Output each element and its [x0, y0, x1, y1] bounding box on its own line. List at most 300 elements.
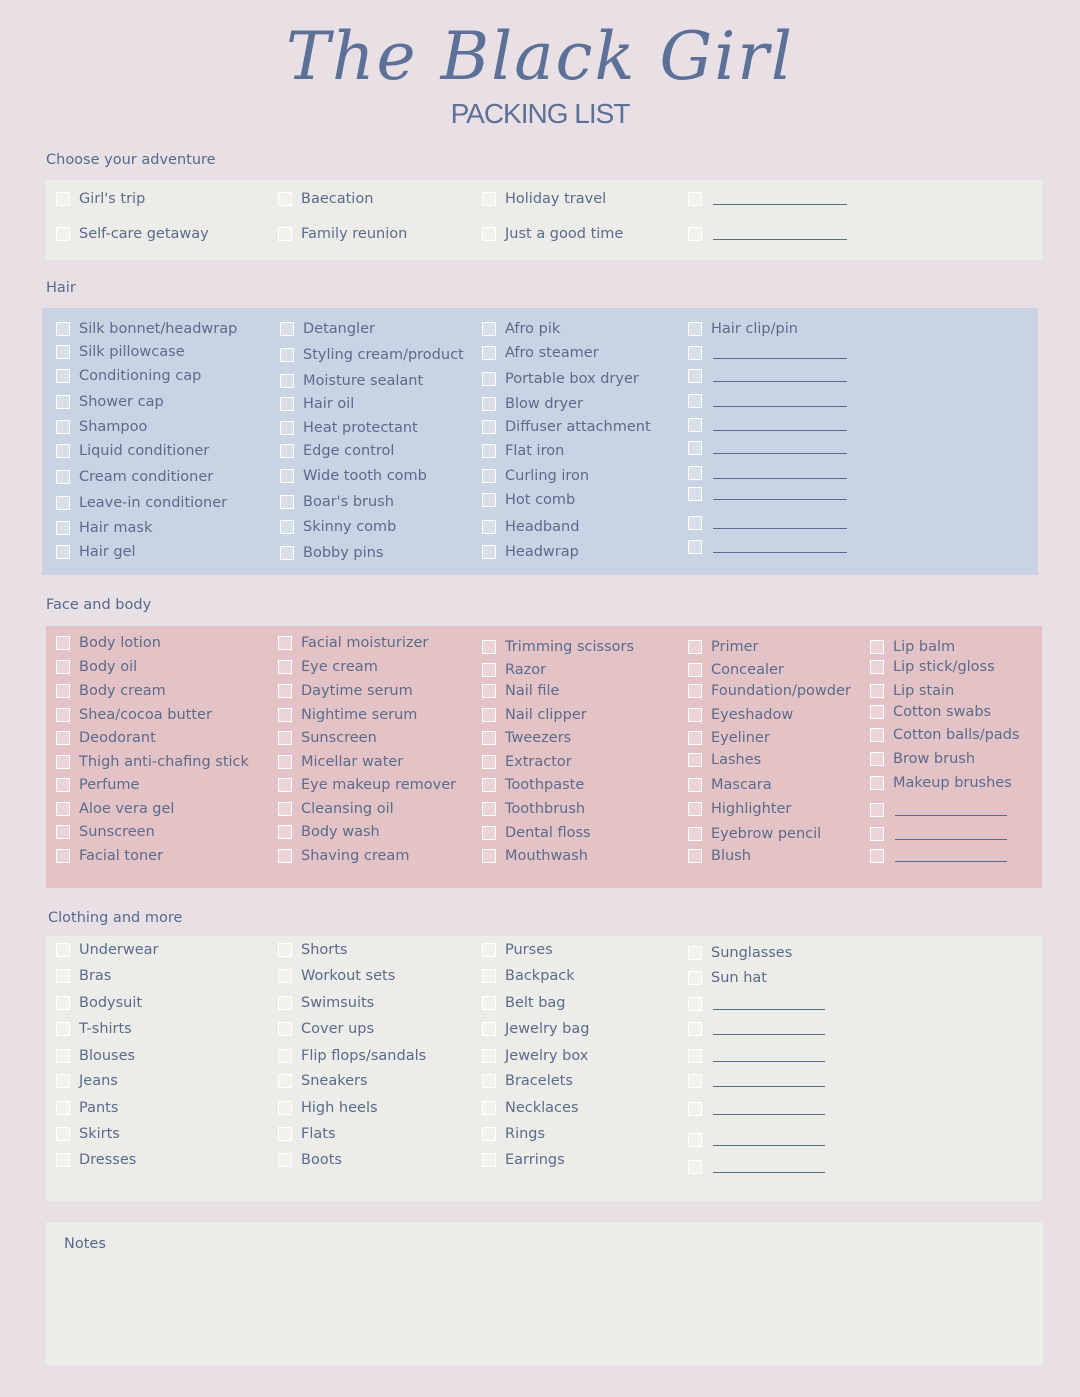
checkbox[interactable]: [56, 444, 70, 458]
checkbox[interactable]: [482, 969, 496, 983]
checkbox[interactable]: [688, 849, 702, 863]
checkbox[interactable]: [278, 708, 292, 722]
hair-item[interactable]: [56, 321, 237, 337]
checkbox[interactable]: [482, 1049, 496, 1063]
hair-item[interactable]: [56, 419, 147, 435]
checkbox[interactable]: [482, 1101, 496, 1115]
checkbox[interactable]: [688, 418, 702, 432]
checkbox[interactable]: [56, 545, 70, 559]
checkbox[interactable]: [482, 996, 496, 1010]
write-in-line[interactable]: [713, 1034, 825, 1035]
checkbox[interactable]: [278, 996, 292, 1010]
checkbox[interactable]: [278, 969, 292, 983]
hair-blank[interactable]: [688, 466, 847, 480]
checkbox[interactable]: [482, 444, 496, 458]
write-in-line[interactable]: [713, 528, 847, 529]
clothing-item[interactable]: [278, 1021, 374, 1037]
checkbox[interactable]: [482, 708, 496, 722]
checkbox[interactable]: [482, 778, 496, 792]
write-in-line[interactable]: [713, 406, 847, 407]
checkbox[interactable]: [688, 394, 702, 408]
clothing-blank[interactable]: [688, 1022, 825, 1036]
face-item[interactable]: [870, 751, 975, 767]
write-in-line[interactable]: [713, 430, 847, 431]
hair-item[interactable]: [482, 371, 639, 387]
hair-item[interactable]: [280, 420, 418, 436]
face-blank[interactable]: [870, 849, 1007, 863]
checkbox[interactable]: [688, 466, 702, 480]
checkbox[interactable]: [56, 1101, 70, 1115]
checkbox[interactable]: [280, 374, 294, 388]
clothing-item[interactable]: [56, 1073, 118, 1089]
hair-item[interactable]: [482, 492, 575, 508]
checkbox[interactable]: [482, 192, 496, 206]
item-label: Shaving cream: [301, 848, 410, 864]
hair-item[interactable]: [482, 419, 651, 435]
checkbox[interactable]: [278, 684, 292, 698]
face-item[interactable]: [870, 775, 1012, 791]
clothing-item[interactable]: [482, 995, 566, 1011]
checkbox[interactable]: [56, 802, 70, 816]
checkbox[interactable]: [278, 1022, 292, 1036]
checkbox[interactable]: [56, 521, 70, 535]
checkbox[interactable]: [56, 1049, 70, 1063]
adventure-item[interactable]: [278, 226, 407, 242]
clothing-item[interactable]: [482, 1048, 588, 1064]
checkbox[interactable]: [56, 1127, 70, 1141]
checkbox[interactable]: [482, 943, 496, 957]
checkbox[interactable]: [56, 345, 70, 359]
item-label: Shea/cocoa butter: [79, 707, 212, 723]
checkbox[interactable]: [280, 546, 294, 560]
item-label: Conditioning cap: [79, 368, 202, 384]
face-blank[interactable]: [870, 803, 1007, 817]
checkbox[interactable]: [482, 1127, 496, 1141]
face-blank[interactable]: [870, 827, 1007, 841]
clothing-item[interactable]: [56, 1126, 120, 1142]
checkbox[interactable]: [688, 753, 702, 767]
checkbox[interactable]: [56, 849, 70, 863]
checkbox[interactable]: [482, 802, 496, 816]
checkbox[interactable]: [56, 395, 70, 409]
checkbox[interactable]: [870, 660, 884, 674]
item-label: Highlighter: [711, 801, 792, 817]
checkbox[interactable]: [482, 1153, 496, 1167]
checkbox[interactable]: [870, 684, 884, 698]
face-item[interactable]: [870, 727, 1019, 743]
checkbox[interactable]: [482, 731, 496, 745]
face-item[interactable]: [278, 707, 417, 723]
checkbox[interactable]: [688, 1102, 702, 1116]
checkbox[interactable]: [278, 192, 292, 206]
checkbox[interactable]: [482, 372, 496, 386]
clothing-item[interactable]: [278, 1073, 368, 1089]
face-item[interactable]: [278, 801, 394, 817]
checkbox[interactable]: [688, 441, 702, 455]
clothing-item[interactable]: [278, 942, 347, 958]
checkbox[interactable]: [278, 1127, 292, 1141]
face-item[interactable]: [870, 659, 995, 675]
adventure-blank[interactable]: [688, 192, 847, 206]
hair-item[interactable]: [56, 544, 136, 560]
checkbox[interactable]: [56, 227, 70, 241]
clothing-blank[interactable]: [688, 1133, 825, 1147]
hair-blank[interactable]: [688, 418, 847, 432]
checkbox[interactable]: [56, 660, 70, 674]
checkbox[interactable]: [280, 469, 294, 483]
checkbox[interactable]: [56, 684, 70, 698]
checkbox[interactable]: [688, 778, 702, 792]
checkbox[interactable]: [56, 943, 70, 957]
clothing-item[interactable]: [482, 968, 575, 984]
write-in-line[interactable]: [713, 453, 847, 454]
checkbox[interactable]: [870, 705, 884, 719]
clothing-item[interactable]: [482, 1152, 565, 1168]
checkbox[interactable]: [870, 776, 884, 790]
checkbox[interactable]: [278, 825, 292, 839]
face-item[interactable]: [278, 777, 456, 793]
checkbox[interactable]: [688, 1160, 702, 1174]
checkbox[interactable]: [482, 545, 496, 559]
write-in-line[interactable]: [895, 815, 1007, 816]
checkbox[interactable]: [688, 802, 702, 816]
clothing-blank[interactable]: [688, 1049, 825, 1063]
checkbox[interactable]: [688, 192, 702, 206]
face-item[interactable]: [482, 707, 587, 723]
checkbox[interactable]: [56, 1074, 70, 1088]
checkbox[interactable]: [482, 640, 496, 654]
face-item[interactable]: [278, 824, 380, 840]
face-item[interactable]: [56, 777, 139, 793]
checkbox[interactable]: [280, 348, 294, 362]
checkbox[interactable]: [688, 1049, 702, 1063]
write-in-line[interactable]: [713, 1009, 825, 1010]
face-item[interactable]: [56, 730, 156, 746]
face-item[interactable]: [482, 639, 634, 655]
write-in-line[interactable]: [713, 1145, 825, 1146]
face-item[interactable]: [482, 801, 585, 817]
checkbox[interactable]: [56, 778, 70, 792]
checkbox[interactable]: [482, 1074, 496, 1088]
checkbox[interactable]: [280, 495, 294, 509]
hair-item[interactable]: [482, 321, 560, 337]
checkbox[interactable]: [56, 192, 70, 206]
write-in-line[interactable]: [713, 239, 847, 240]
checkbox[interactable]: [56, 731, 70, 745]
face-item[interactable]: [56, 707, 212, 723]
write-in-line[interactable]: [713, 1172, 825, 1173]
hair-item[interactable]: [280, 396, 354, 412]
checkbox[interactable]: [56, 420, 70, 434]
write-in-line[interactable]: [713, 1061, 825, 1062]
write-in-line[interactable]: [713, 499, 847, 500]
adventure-item[interactable]: [278, 191, 373, 207]
hair-item[interactable]: [280, 373, 423, 389]
checkbox[interactable]: [482, 755, 496, 769]
checkbox[interactable]: [56, 470, 70, 484]
face-item[interactable]: [56, 683, 166, 699]
checkbox[interactable]: [688, 487, 702, 501]
write-in-line[interactable]: [713, 552, 847, 553]
checkbox[interactable]: [482, 493, 496, 507]
checkbox[interactable]: [482, 826, 496, 840]
checkbox[interactable]: [278, 778, 292, 792]
checkbox[interactable]: [688, 1022, 702, 1036]
hair-item[interactable]: [56, 443, 209, 459]
checkbox[interactable]: [280, 397, 294, 411]
hair-item[interactable]: [56, 469, 213, 485]
checkbox[interactable]: [482, 227, 496, 241]
checkbox[interactable]: [280, 444, 294, 458]
notes-panel[interactable]: [46, 1222, 1043, 1365]
clothing-blank[interactable]: [688, 1102, 825, 1116]
face-item[interactable]: [870, 639, 955, 655]
checkbox[interactable]: [56, 1153, 70, 1167]
write-in-line[interactable]: [713, 204, 847, 205]
adventure-item[interactable]: [482, 191, 606, 207]
face-item[interactable]: [688, 639, 759, 655]
hair-item[interactable]: [482, 345, 599, 361]
checkbox[interactable]: [56, 636, 70, 650]
write-in-line[interactable]: [895, 839, 1007, 840]
clothing-blank[interactable]: [688, 997, 825, 1011]
face-item[interactable]: [870, 704, 991, 720]
hair-item[interactable]: [280, 468, 427, 484]
face-item[interactable]: [688, 683, 851, 699]
checkbox[interactable]: [688, 827, 702, 841]
checkbox[interactable]: [870, 728, 884, 742]
hair-blank[interactable]: [688, 369, 847, 383]
clothing-item[interactable]: [482, 1100, 579, 1116]
checkbox[interactable]: [278, 802, 292, 816]
checkbox[interactable]: [688, 227, 702, 241]
hair-item[interactable]: [482, 519, 579, 535]
face-item[interactable]: [482, 848, 588, 864]
checkbox[interactable]: [278, 636, 292, 650]
checkbox[interactable]: [56, 708, 70, 722]
adventure-item[interactable]: [56, 191, 145, 207]
checkbox[interactable]: [278, 943, 292, 957]
checkbox[interactable]: [278, 849, 292, 863]
checkbox[interactable]: [688, 322, 702, 336]
adventure-item[interactable]: [56, 226, 209, 242]
checkbox[interactable]: [56, 496, 70, 510]
clothing-blank[interactable]: [688, 1160, 825, 1174]
checkbox[interactable]: [280, 421, 294, 435]
face-item[interactable]: [688, 730, 770, 746]
hair-item[interactable]: [482, 544, 579, 560]
face-item[interactable]: [278, 659, 378, 675]
face-item[interactable]: [688, 848, 751, 864]
hair-item[interactable]: [482, 396, 583, 412]
checkbox[interactable]: [688, 684, 702, 698]
clothing-item[interactable]: [278, 1152, 342, 1168]
clothing-item[interactable]: [278, 968, 395, 984]
hair-blank[interactable]: [688, 441, 847, 455]
face-item[interactable]: [56, 635, 161, 651]
clothing-item[interactable]: [56, 942, 159, 958]
adventure-item[interactable]: [482, 226, 623, 242]
hair-item[interactable]: [56, 344, 185, 360]
checkbox[interactable]: [56, 969, 70, 983]
clothing-item[interactable]: [56, 1152, 136, 1168]
checkbox[interactable]: [688, 663, 702, 677]
face-item[interactable]: [482, 825, 591, 841]
clothing-item[interactable]: [688, 970, 767, 986]
checkbox[interactable]: [56, 369, 70, 383]
clothing-item[interactable]: [278, 1126, 336, 1142]
hair-item[interactable]: [280, 494, 394, 510]
checkbox[interactable]: [278, 755, 292, 769]
write-in-line[interactable]: [713, 358, 847, 359]
clothing-item[interactable]: [56, 1048, 135, 1064]
clothing-item[interactable]: [482, 1021, 589, 1037]
checkbox[interactable]: [280, 520, 294, 534]
item-label: Cotton swabs: [893, 704, 992, 720]
clothing-item[interactable]: [688, 945, 792, 961]
face-item[interactable]: [688, 826, 821, 842]
checkbox[interactable]: [482, 397, 496, 411]
face-item[interactable]: [278, 730, 377, 746]
hair-blank[interactable]: [688, 346, 847, 360]
clothing-item[interactable]: [278, 1048, 426, 1064]
checkbox[interactable]: [870, 849, 884, 863]
write-in-line[interactable]: [713, 478, 847, 479]
checkbox[interactable]: [688, 1074, 702, 1088]
hair-item[interactable]: [280, 347, 464, 363]
face-item[interactable]: [482, 777, 584, 793]
hair-item[interactable]: [56, 495, 227, 511]
hair-item[interactable]: [482, 443, 564, 459]
checkbox[interactable]: [482, 849, 496, 863]
checkbox[interactable]: [278, 1074, 292, 1088]
face-item[interactable]: [688, 801, 791, 817]
clothing-item[interactable]: [482, 1073, 573, 1089]
write-in-line[interactable]: [713, 1086, 825, 1087]
face-item[interactable]: [482, 662, 546, 678]
checkbox[interactable]: [870, 803, 884, 817]
checkbox[interactable]: [688, 516, 702, 530]
checkbox[interactable]: [482, 346, 496, 360]
hair-blank[interactable]: [688, 394, 847, 408]
checkbox[interactable]: [688, 971, 702, 985]
checkbox[interactable]: [56, 322, 70, 336]
hair-item[interactable]: [688, 321, 798, 337]
hair-blank[interactable]: [688, 540, 847, 554]
face-item[interactable]: [56, 824, 155, 840]
checkbox[interactable]: [482, 469, 496, 483]
clothing-blank[interactable]: [688, 1074, 825, 1088]
hair-blank[interactable]: [688, 487, 847, 501]
checkbox[interactable]: [56, 755, 70, 769]
face-item[interactable]: [56, 754, 249, 770]
checkbox[interactable]: [482, 322, 496, 336]
clothing-item[interactable]: [278, 1100, 378, 1116]
checkbox[interactable]: [278, 1101, 292, 1115]
clothing-item[interactable]: [482, 1126, 545, 1142]
hair-item[interactable]: [56, 520, 152, 536]
face-item[interactable]: [482, 730, 571, 746]
checkbox[interactable]: [688, 708, 702, 722]
checkbox[interactable]: [56, 1022, 70, 1036]
checkbox[interactable]: [870, 640, 884, 654]
checkbox[interactable]: [56, 825, 70, 839]
clothing-item[interactable]: [56, 1100, 118, 1116]
clothing-item[interactable]: [278, 995, 374, 1011]
checkbox[interactable]: [482, 663, 496, 677]
write-in-line[interactable]: [895, 861, 1007, 862]
face-item[interactable]: [688, 707, 793, 723]
clothing-item[interactable]: [56, 995, 142, 1011]
adventure-blank[interactable]: [688, 227, 847, 241]
checkbox[interactable]: [56, 996, 70, 1010]
checkbox[interactable]: [278, 1049, 292, 1063]
face-item[interactable]: [870, 683, 954, 699]
face-item[interactable]: [56, 659, 137, 675]
checkbox[interactable]: [482, 684, 496, 698]
checkbox[interactable]: [688, 540, 702, 554]
checkbox[interactable]: [688, 946, 702, 960]
hair-item[interactable]: [56, 394, 164, 410]
face-item[interactable]: [688, 752, 761, 768]
checkbox[interactable]: [688, 1133, 702, 1147]
checkbox[interactable]: [870, 752, 884, 766]
face-item[interactable]: [56, 801, 174, 817]
checkbox[interactable]: [870, 827, 884, 841]
clothing-item[interactable]: [56, 968, 111, 984]
hair-item[interactable]: [280, 443, 394, 459]
write-in-line[interactable]: [713, 381, 847, 382]
write-in-line[interactable]: [713, 1114, 825, 1115]
face-item[interactable]: [56, 848, 163, 864]
checkbox[interactable]: [278, 660, 292, 674]
face-item[interactable]: [482, 754, 572, 770]
section-title-clothing: Clothing and more: [48, 910, 183, 926]
checkbox[interactable]: [278, 227, 292, 241]
hair-blank[interactable]: [688, 516, 847, 530]
item-label: Cover ups: [301, 1021, 375, 1037]
checkbox[interactable]: [278, 1153, 292, 1167]
checkbox[interactable]: [688, 346, 702, 360]
face-item[interactable]: [278, 635, 428, 651]
checkbox[interactable]: [688, 997, 702, 1011]
face-item[interactable]: [278, 848, 409, 864]
hair-item[interactable]: [280, 519, 396, 535]
checkbox[interactable]: [278, 731, 292, 745]
hair-item[interactable]: [482, 468, 589, 484]
face-item[interactable]: [278, 683, 413, 699]
clothing-item[interactable]: [482, 942, 553, 958]
item-label: Body cream: [79, 683, 166, 699]
checkbox[interactable]: [688, 731, 702, 745]
hair-item[interactable]: [56, 368, 201, 384]
checkbox[interactable]: [688, 640, 702, 654]
face-item[interactable]: [278, 754, 403, 770]
checkbox[interactable]: [482, 520, 496, 534]
item-label: Jeans: [79, 1073, 118, 1089]
face-item[interactable]: [688, 777, 772, 793]
checkbox[interactable]: [482, 420, 496, 434]
clothing-item[interactable]: [56, 1021, 132, 1037]
face-item[interactable]: [688, 662, 784, 678]
hair-item[interactable]: [280, 545, 383, 561]
checkbox[interactable]: [482, 1022, 496, 1036]
item-label: Hair mask: [79, 520, 153, 536]
hair-item[interactable]: [280, 321, 375, 337]
checkbox[interactable]: [688, 369, 702, 383]
face-item[interactable]: [482, 683, 559, 699]
checkbox[interactable]: [280, 322, 294, 336]
